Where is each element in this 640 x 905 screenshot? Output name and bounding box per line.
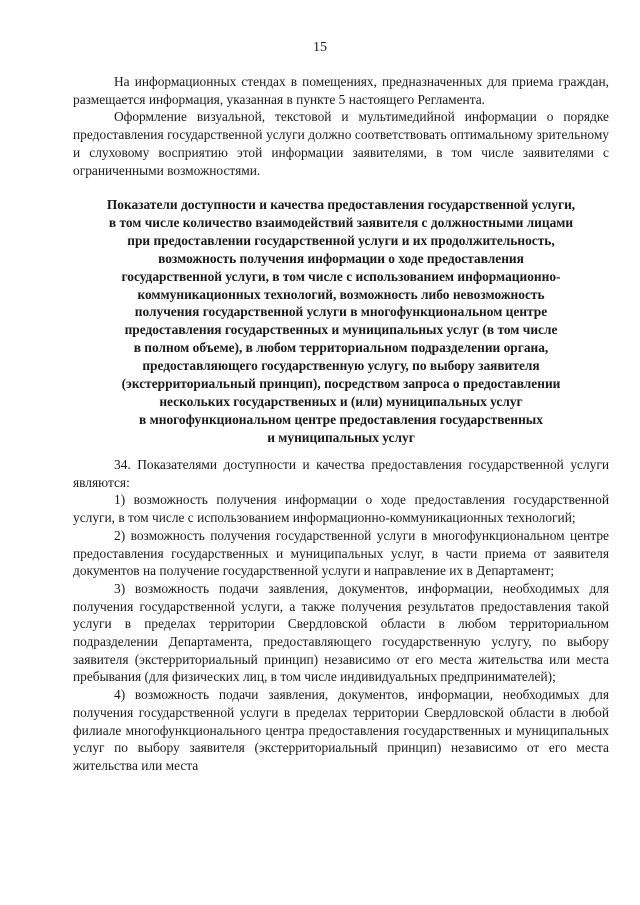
heading-line: при предоставлении государственной услуги и их продолжительность, [127,232,555,248]
section-34 [73,456,609,775]
heading-line: и муниципальных услуг [267,429,415,445]
heading-line: (экстерриториальный принцип), посредством запроса о предоставлении [121,376,561,392]
intro-text [73,73,609,179]
paragraph: Оформление визуальной, текстовой и мультимедийной информации о порядке предоставления государственной услуги должно соответствовать оптимальному зрительному и слуховому восприятию этой информации заявителями, в том числе заявителями с ограниченными возможностями. [73,109,609,178]
heading-line: коммуникационных технологий, возможность либо невозможность [137,286,545,302]
heading-line: в полном объеме), в любом территориальном подразделении органа, [133,340,549,356]
heading-line: нескольких государственных и (или) муниципальных услуг [159,393,523,409]
heading-line: в многофункциональном центре предоставления государственных [139,411,543,427]
heading-line: предоставления государственных и муниципальных услуг (в том числе [124,322,558,338]
list-item: 1) возможность получения информации о ходе предоставления государственной услуги, в том числе с использованием информационно-коммуникационных технологий; [73,492,609,526]
list-item: 3) возможность подачи заявления, документов, информации, необходимых для получения государственной услуги, а также получения результатов предоставления такой услуги в пределах территории Свердловской области в любом территориальном подразделении Департамента, предоставляющего государственную услугу, по выбору заявителя (экстерриториальный принцип) независимо от его места жительства или места пребывания (для физических лиц, в том числе индивидуальных предпринимателей); [73,580,609,685]
heading-line: Показатели доступности и качества предоставления государственной услуги, [106,197,576,212]
section-lead: 34. Показателями доступности и качества предоставления государственной услуги являются: [73,457,609,490]
section-heading [73,196,609,447]
heading-line: получения государственной услуги в многофункциональном центре [134,304,548,320]
heading-line: предоставляющего государственную услугу, по выбору заявителя [142,358,540,374]
paragraph: На информационных стендах в помещениях, предназначенных для приема граждан, размещается информация, указанная в пункте 5 настоящего Регламента. [73,74,609,107]
list-item: 4) возможность подачи заявления, документов, информации, необходимых для получения государственной услуги в пределах территории Свердловской области в любой филиале многофункционального центра предоставления государственных и муниципальных услуг по выбору заявителя (экстерриториальный принцип) независимо от его места жительства или места [73,687,609,773]
list-item: 2) возможность получения государственной услуги в многофункциональном центре предоставления государственных и муниципальных услуг, в части приема от заявителя документов на получение государственной услуги и направление их в Департамент; [73,527,609,579]
heading-line: возможность получения информации о ходе предоставления [158,250,524,266]
heading-line: в том числе количество взаимодействий заявителя с должностными лицами [108,214,574,230]
heading-line: государственной услуги, в том числе с использованием информационно- [121,268,561,284]
page-number: 15 [313,40,327,55]
